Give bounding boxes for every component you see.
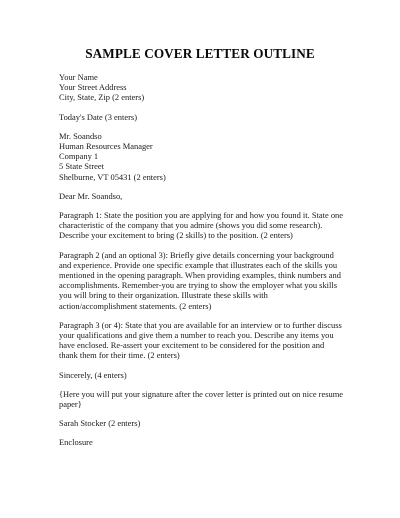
sender-street: Your Street Address — [59, 82, 127, 93]
paragraph-1 — [59, 210, 359, 241]
paragraph-2 — [59, 250, 359, 311]
signature-note-line: paper} — [59, 399, 82, 410]
signature-note-line: {Here you will put your signature after the cover letter is printed out on nice resume — [59, 388, 344, 399]
recipient-address — [59, 131, 359, 182]
paragraph-line: and experience. Provide one specific example that illustrates each of the skills you — [59, 259, 338, 270]
paragraph-line: thank them for their time. (2 enters) — [59, 350, 180, 361]
paragraph-line: action/accomplishment statements. (2 enters) — [59, 300, 212, 311]
recipient-name: Mr. Soandso — [59, 130, 102, 141]
signature-note — [59, 389, 359, 409]
paragraph-3 — [59, 320, 359, 361]
closing: Sincerely, (4 enters) — [59, 369, 127, 380]
date-line: Today's Date (3 enters) — [59, 111, 138, 122]
paragraph-line: Paragraph 3 (or 4): State that you are available for an interview or to further discuss — [59, 319, 342, 330]
paragraph-line: Paragraph 2 (and an optional 3): Briefly give details concerning your background — [59, 249, 334, 260]
paragraph-line: characteristic of the company that you admire (shows you did some research). — [59, 220, 323, 231]
recipient-street: 5 State Street — [59, 161, 104, 172]
sender-city-line: City, State, Zip (2 enters) — [59, 92, 145, 103]
sender-address — [59, 72, 359, 103]
paragraph-line: have enclosed. Re-assert your excitement to be considered for the position and — [59, 340, 325, 351]
paragraph-line: mentioned in the opening paragraph. When providing examples, think numbers and — [59, 270, 341, 281]
paragraph-line: Describe your excitement to bring (2 skills) to the position. (2 enters) — [59, 230, 293, 241]
paragraph-line: your qualifications and give them a number to reach you. Describe any items you — [59, 330, 334, 341]
enclosure: Enclosure — [59, 437, 93, 448]
recipient-title: Human Resources Manager — [59, 141, 153, 152]
salutation: Dear Mr. Soandso, — [59, 190, 123, 201]
sender-name: Your Name — [59, 72, 98, 82]
document-title: SAMPLE COVER LETTER OUTLINE — [85, 46, 315, 61]
paragraph-line: you will bring to their organization. Illustrate these skills with — [59, 290, 268, 301]
letter-body — [59, 72, 359, 448]
recipient-company: Company 1 — [59, 151, 99, 162]
paragraph-line: accomplishments. Remember-you are trying to show the employer what you skills — [59, 280, 337, 291]
recipient-city-line: Shelburne, VT 05431 (2 enters) — [59, 171, 166, 182]
paragraph-line: Paragraph 1: State the position you are applying for and how you found it. State one — [59, 210, 344, 221]
signer-name: Sarah Stocker (2 enters) — [59, 418, 141, 429]
